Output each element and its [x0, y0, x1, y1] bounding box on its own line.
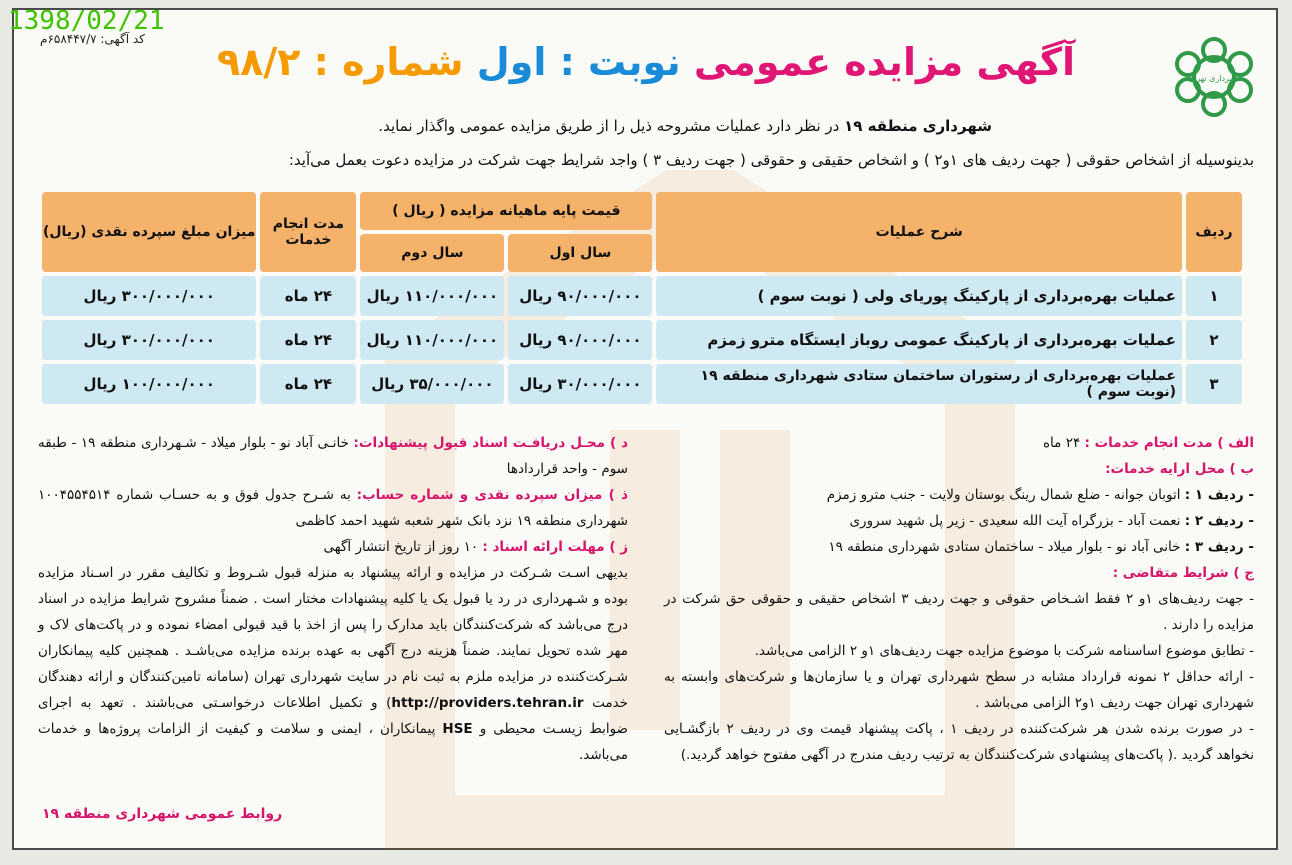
tehran-municipality-logo [1164, 32, 1264, 122]
row-number: ۳ [1186, 364, 1242, 404]
section-d-text: خانـی آباد نو - بلوار میلاد - شـهرداری منطقه ۱۹ - طبقه سوم - واحد قراردادها [38, 435, 628, 477]
header-duration: مدت انجام خدمات [260, 192, 356, 272]
footer-signature: روابط عمومی شهرداری منطقه ۱۹ [42, 806, 283, 822]
terms-text: بدیهی اسـت شـرکت در مزایده و ارائه پیشنهاد به منزله قبول شـروط و تکالیف مقرر در اسـناد مزایده بوده و شـهرداری در رد یا قبول یک یا کلیه پیشنهادات مختار است . ضمناً مشروح شرایط مزایده در اسناد درج می‌باشد که شرکت‌کنندگان باید مدارک را پس از اخذ با قید قبولی امضاء نموده و در پاکت‌های لاک و مهر شده تحویل نمایند. ضمناً هزینه درج آگهی به عهده برنده مزایده می‌باشـد . همچنین کلیه پیمانکاران شـرکت‌کننده در مزایده ملزم به ثبت نام در سایت شهرداری تهران (سامانه تامین‌کنندگان و ارائه دهندگان خدمت [38, 565, 628, 711]
section-dh-text: به شـرح جدول فوق و به حسـاب شماره ۱۰۰۴۵۵۴۵۱۴ شهرداری منطقه ۱۹ نزد بانک شهر شعبه شهید احمد کاظمی [38, 487, 628, 529]
condition-item: - در صورت برنده شدن هر شرکت‌کننده در ردیف ۱ ، پاکت پیشنهاد قیمت وی در ردیف ۲ بازگشـایی نخواهد گردید .( پاکت‌های پیشنهادی شرکت‌کنندگان به ترتیب ردیف مندرج در آگهی مفتوح خواهد گردید.) [664, 721, 1254, 763]
section-z-heading: ز ) مهلت ارائه اسناد : [482, 539, 628, 555]
terms-text-3: پیمانکاران ، ایمنی و سلامت و کیفیت از الزامات پروژه‌ها و خدمات می‌باشد. [38, 721, 628, 763]
intro-text: در نظر دارد عملیات مشروحه ذیل را از طریق مزایده عمومی واگذار نماید. [378, 117, 840, 135]
row-year-2-price: ۱۱۰/۰۰۰/۰۰۰ ریال [360, 320, 504, 360]
row-description: عملیات بهره‌برداری از پارکینگ پوریای ولی ( نوبت سوم ) [656, 276, 1182, 316]
tehran-municipality-emblem-icon [1164, 32, 1264, 122]
location-label: - ردیف ۲ : [1184, 513, 1254, 529]
location-text: نعمت آباد - بزرگراه آیت الله سعیدی - زیر پل شهید سروری [849, 513, 1181, 529]
section-dh-heading: ذ ) میزان سپرده نقدی و شماره حساب: [356, 487, 628, 503]
location-text: خانی آباد نو - بلوار میلاد - ساختمان ستادی شهرداری منطقه ۱۹ [828, 539, 1181, 555]
title-round: نوبت : اول [476, 40, 681, 84]
location-label: - ردیف ۳ : [1184, 539, 1254, 555]
conditions-right-column [664, 430, 1254, 768]
row-number: ۲ [1186, 320, 1242, 360]
intro-line-1 [378, 117, 992, 135]
conditions-left-column [38, 430, 628, 768]
table-row [42, 320, 1242, 360]
header-year-2: سال دوم [360, 234, 504, 272]
row-duration: ۲۴ ماه [260, 276, 356, 316]
intro-municipality: شهرداری منطقه ۱۹ [844, 117, 992, 135]
providers-url: http://providers.tehran.ir [391, 695, 584, 711]
logo-text: شهرداری تهران [1188, 74, 1240, 83]
location-text: اتوبان جوانه - ضلع شمال رینگ بوستان ولایت - جنب مترو زمزم [826, 487, 1181, 503]
condition-item: - ارائه حداقل ۲ نمونه قرارداد مشابه در سطح شهرداری تهران و یا سازمان‌ها و شرکت‌های وابسته به شهرداری تهران جهت ردیف ۱و۲ الزامی می‌باشد . [664, 669, 1254, 711]
row-deposit: ۳۰۰/۰۰۰/۰۰۰ ریال [42, 276, 256, 316]
header-deposit: میزان مبلغ سپرده نقدی (ریال) [42, 192, 256, 272]
row-year-1-price: ۳۰/۰۰۰/۰۰۰ ریال [508, 364, 652, 404]
row-description: عملیات بهره‌برداری از رستوران ساختمان ستادی شهرداری منطقه ۱۹ (نوبت سوم ) [656, 364, 1182, 404]
location-label: - ردیف ۱ : [1184, 487, 1254, 503]
intro-line-2: بدینوسیله از اشخاص حقوقی ( جهت ردیف های ۱و۲ ) و اشخاص حقیقی و حقوقی ( جهت ردیف ۳ ) واجد شرایط جهت شرکت در مزایده دعوت بعمل می‌آید: [288, 151, 1254, 169]
condition-item: - تطابق موضوع اساسنامه شرکت با موضوع مزایده جهت ردیف‌های ۱و ۲ الزامی می‌باشد. [754, 643, 1254, 659]
section-a-text: ۲۴ ماه [1042, 435, 1081, 451]
title-number: شماره : ۹۸/۲ [216, 40, 464, 84]
row-year-1-price: ۹۰/۰۰۰/۰۰۰ ریال [508, 320, 652, 360]
section-c-heading: ج ) شرایط متقاضی : [1112, 565, 1254, 581]
section-z-text: ۱۰ روز از تاریخ انتشار آگهی [323, 539, 479, 555]
row-deposit: ۳۰۰/۰۰۰/۰۰۰ ریال [42, 320, 256, 360]
ad-code: کد آگهی: ۶۵۸۴۴۷/۷م [40, 32, 145, 46]
row-description: عملیات بهره‌برداری از پارکینگ عمومی روباز ایستگاه مترو زمزم [656, 320, 1182, 360]
terms-text-2: ) و تکمیل اطلاعات درخواسـتی می‌باشند . تعهد به اجرای ضوابط زیسـت محیطی و [38, 695, 629, 737]
header-row-number: ردیف [1186, 192, 1242, 272]
table-row [42, 276, 1242, 316]
section-b-heading: ب ) محل ارایه خدمات: [1105, 461, 1254, 477]
operations-table [38, 188, 1246, 408]
section-d-heading: د ) محـل دریافـت اسناد قبول پیشنهادات: [353, 435, 628, 451]
row-year-2-price: ۳۵/۰۰۰/۰۰۰ ریال [360, 364, 504, 404]
row-deposit: ۱۰۰/۰۰۰/۰۰۰ ریال [42, 364, 256, 404]
title-auction: آگهی مزایده عمومی [693, 40, 1076, 84]
row-number: ۱ [1186, 276, 1242, 316]
hse-label: HSE [442, 721, 473, 737]
header-year-1: سال اول [508, 234, 652, 272]
header-description: شرح عملیات [656, 192, 1182, 272]
row-year-1-price: ۹۰/۰۰۰/۰۰۰ ریال [508, 276, 652, 316]
row-duration: ۲۴ ماه [260, 320, 356, 360]
publication-date: 1398/02/21 [8, 6, 165, 36]
row-duration: ۲۴ ماه [260, 364, 356, 404]
row-year-2-price: ۱۱۰/۰۰۰/۰۰۰ ریال [360, 276, 504, 316]
condition-item: - جهت ردیف‌های ۱و ۲ فقط اشـخاص حقوقی و جهت ردیف ۳ اشخاص حقیقی و حقوقی حق شرکت در مزایده را دارند . [664, 591, 1254, 633]
section-a-heading: الف ) مدت انجام خدمات : [1084, 435, 1254, 451]
header-base-price: قیمت پایه ماهیانه مزایده ( ریال ) [360, 192, 652, 230]
page-title [180, 40, 1112, 84]
table-row [42, 364, 1242, 404]
